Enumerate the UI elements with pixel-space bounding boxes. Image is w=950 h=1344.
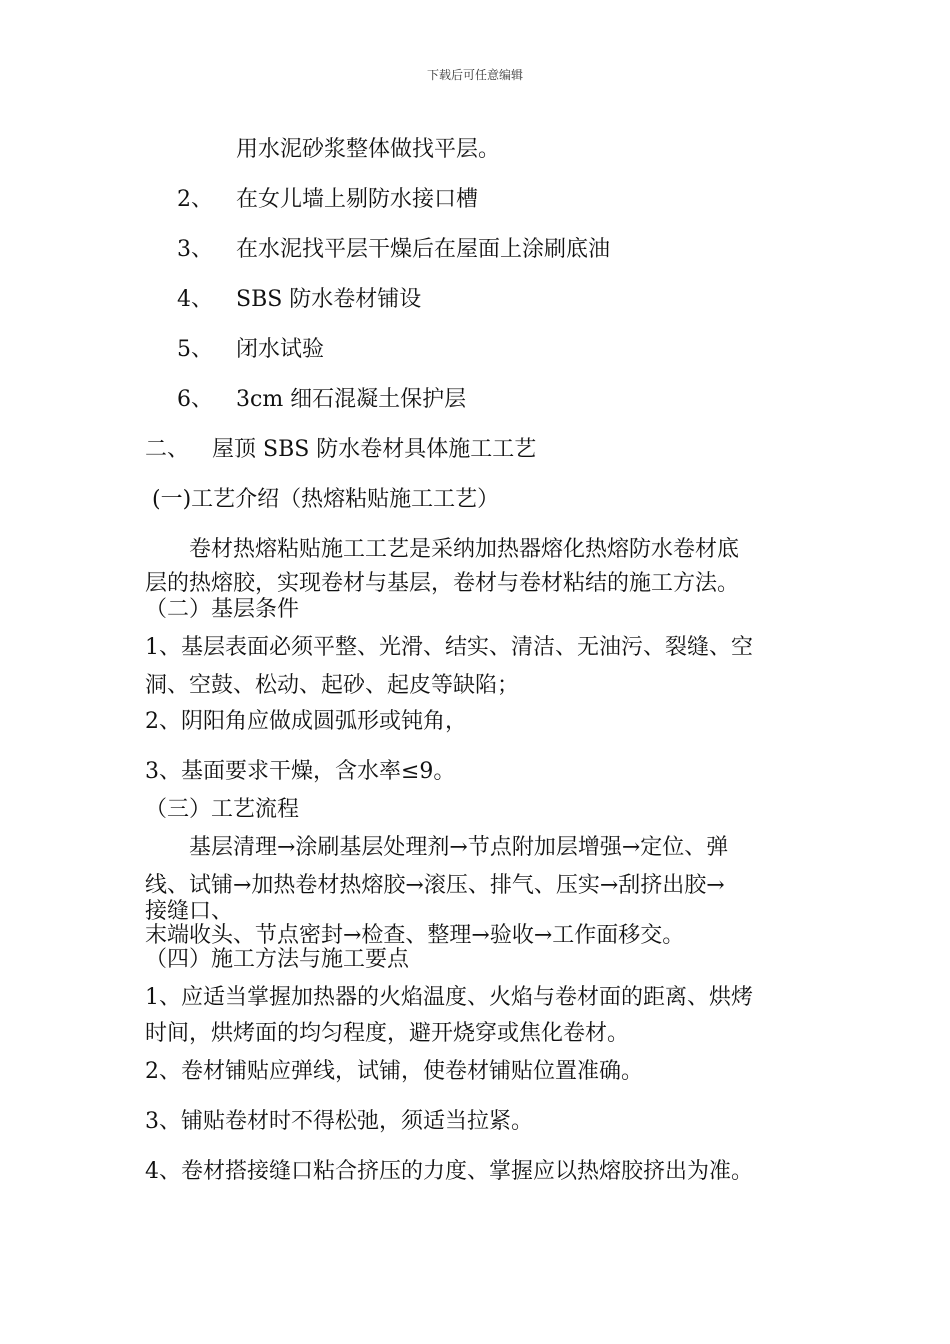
list-item-text: SBS 防水卷材铺设 [236, 287, 422, 312]
subsection-title: （四）施工方法与施工要点 [145, 947, 410, 972]
condition-item-continuation: 洞、空鼓、松动、起砂、起皮等缺陷； [145, 673, 520, 698]
list-item-text: 闭水试验 [236, 337, 325, 362]
list-item-text: 3cm 细石混凝土保护层 [236, 387, 467, 412]
section-number: 二、 [145, 437, 190, 462]
list-item-text: 在水泥找平层干燥后在屋面上涂刷底油 [236, 237, 611, 262]
list-item-number: 5、 [177, 337, 213, 362]
method-item: 3、铺贴卷材时不得松弛，须适当拉紧。 [145, 1109, 533, 1134]
section-title: 屋顶 SBS 防水卷材具体施工工艺 [212, 437, 537, 462]
list-item-text: 在女儿墙上剔防水接口槽 [236, 187, 479, 212]
subsection-title: （三）工艺流程 [145, 797, 300, 822]
condition-item: 3、基面要求干燥，含水率≤9。 [145, 759, 456, 784]
method-item: 2、卷材铺贴应弹线，试铺，使卷材铺贴位置准确。 [145, 1059, 643, 1084]
list-item-number: 2、 [177, 187, 213, 212]
method-item-continuation: 时间，烘烤面的均匀程度，避开烧穿或焦化卷材。 [145, 1021, 630, 1046]
method-item: 1、应适当掌握加热器的火焰温度、火焰与卷材面的距离、烘烤 [145, 985, 753, 1010]
subsection-title: （二）基层条件 [145, 597, 300, 622]
subsection-title: (一)工艺介绍（热熔粘贴施工工艺） [152, 487, 500, 512]
process-flow-line: 接缝口、 [145, 899, 234, 924]
list-item-number: 6、 [177, 387, 213, 412]
list-continuation: 用水泥砂浆整体做找平层。 [236, 137, 501, 162]
list-item-number: 3、 [177, 237, 213, 262]
condition-item: 1、基层表面必须平整、光滑、结实、清洁、无油污、裂缝、空 [145, 635, 753, 660]
method-item: 4、卷材搭接缝口粘合挤压的力度、掌握应以热熔胶挤出为准。 [145, 1159, 753, 1184]
page-header: 下载后可任意编辑 [426, 68, 523, 82]
process-flow-line: 线、试铺→加热卷材热熔胶→滚压、排气、压实→刮挤出胶→ [145, 873, 725, 898]
list-item-number: 4、 [177, 287, 213, 312]
paragraph-line: 卷材热熔粘贴施工工艺是采纳加热器熔化热熔防水卷材底 [189, 537, 740, 562]
paragraph-line: 层的热熔胶，实现卷材与基层，卷材与卷材粘结的施工方法。 [145, 571, 740, 596]
process-flow-line: 末端收头、节点密封→检查、整理→验收→工作面移交。 [145, 923, 685, 948]
process-flow-line: 基层清理→涂刷基层处理剂→节点附加层增强→定位、弹 [189, 835, 729, 860]
condition-item: 2、阴阳角应做成圆弧形或钝角， [145, 709, 467, 734]
